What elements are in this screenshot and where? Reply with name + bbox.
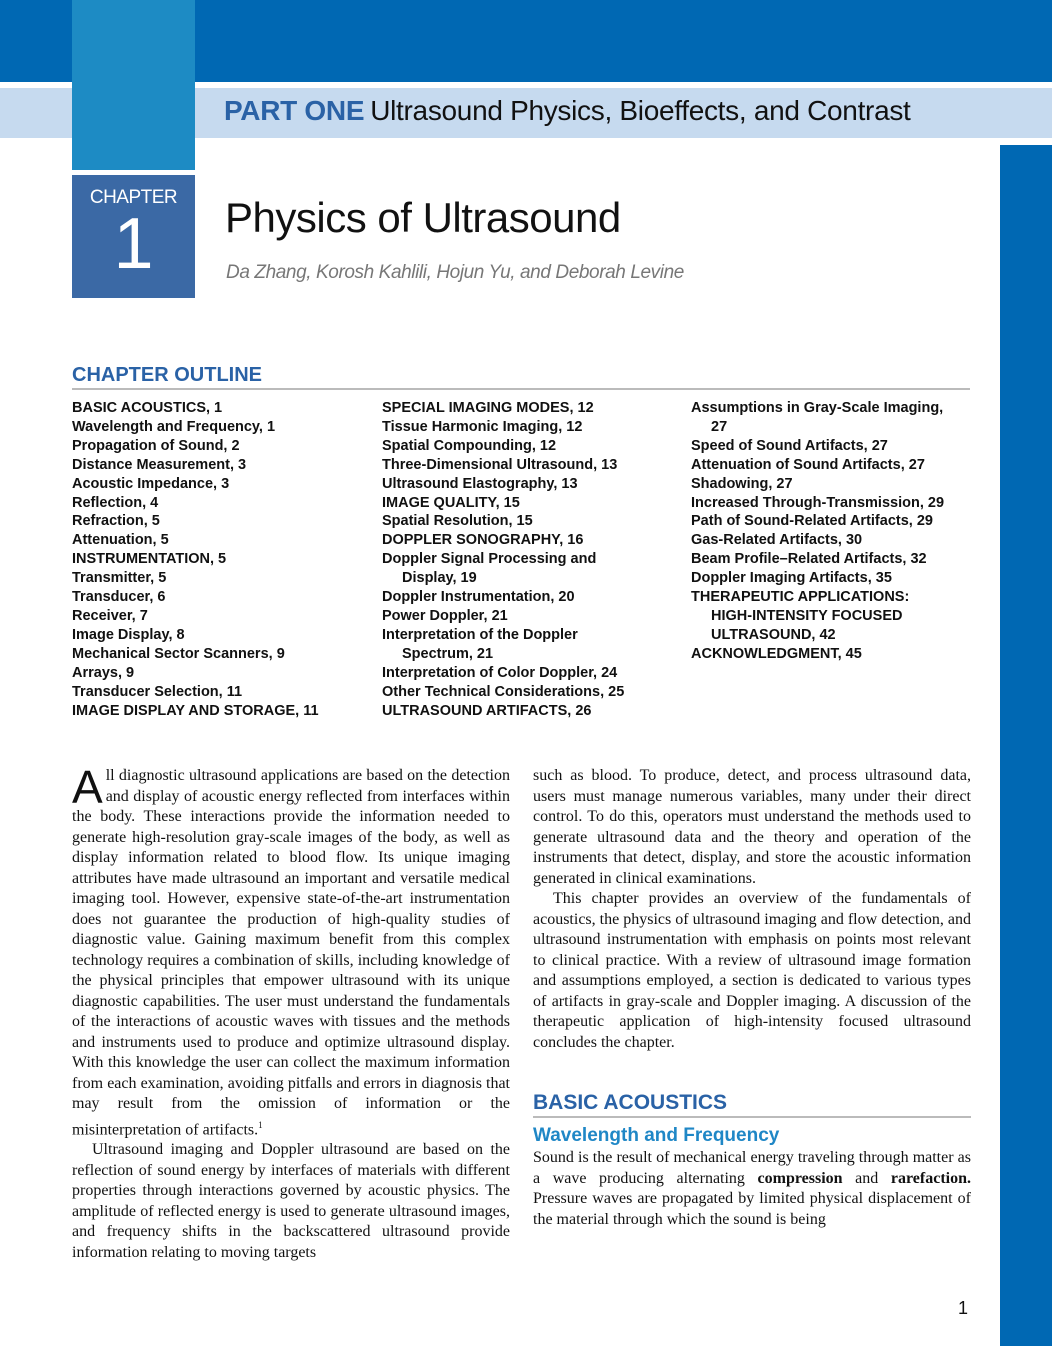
- outline-item[interactable]: 27: [711, 418, 728, 435]
- outline-item[interactable]: Increased Through-Transmission, 29: [691, 494, 945, 511]
- paragraph: This chapter provides an overview of the fundamentals of acoustics, the physics of ultrasound imaging and flow detection, and ultrasound instrumentation with emphasis on points most relevant to clinical practice. With a review of ultrasound image formation and assumptions employed, a section is dedicated to various types of artifacts in gray-scale and Doppler imaging. A discussion of the therapeutic application of high-intensity focused ultrasound concludes the chapter.: [533, 890, 971, 1051]
- outline-item[interactable]: Display, 19: [402, 570, 477, 587]
- body-left-column: [72, 761, 510, 1263]
- outline-item[interactable]: THERAPEUTIC APPLICATIONS:: [691, 589, 910, 606]
- outline-item[interactable]: Attenuation of Sound Artifacts, 27: [691, 456, 925, 473]
- paragraph: such as blood. To produce, detect, and process ultrasound data, users must manage numerous variables, many under their direct control. To do this, operators must understand the methods used to generate ultrasound data and the theory and operation of the instruments that detect, display, and store the acoustic information generated in clinical examinations.: [533, 767, 971, 887]
- outline-item[interactable]: Interpretation of the Doppler: [382, 626, 578, 643]
- page-number: 1: [958, 1298, 969, 1318]
- drop-cap: A: [72, 761, 103, 813]
- part-name: Ultrasound Physics, Bioeffects, and Contrast: [370, 95, 911, 126]
- right-edge-bar: [1000, 145, 1052, 1346]
- outline-item[interactable]: HIGH-INTENSITY FOCUSED: [711, 607, 903, 624]
- outline-column-3: [691, 399, 944, 664]
- outline-item[interactable]: Propagation of Sound, 2: [72, 437, 240, 454]
- reference[interactable]: 1: [258, 1119, 263, 1130]
- outline-item[interactable]: Mechanical Sector Scanners, 9: [72, 645, 285, 662]
- body-right-column: [533, 766, 971, 1230]
- outline-item[interactable]: Other Technical Considerations, 25: [382, 683, 625, 700]
- outline-item[interactable]: SPECIAL IMAGING MODES, 12: [382, 400, 594, 416]
- outline-item[interactable]: Transmitter, 5: [72, 570, 167, 587]
- outline-item[interactable]: Image Display, 8: [72, 626, 185, 643]
- outline-item[interactable]: DOPPLER SONOGRAPHY, 16: [382, 532, 584, 549]
- outline-item[interactable]: Path of Sound-Related Artifacts, 29: [691, 513, 933, 530]
- outline-item[interactable]: ULTRASOUND ARTIFACTS, 26: [382, 702, 592, 719]
- outline-item[interactable]: Doppler Imaging Artifacts, 35: [691, 570, 892, 587]
- outline-item[interactable]: IMAGE DISPLAY AND STORAGE, 11: [72, 702, 319, 719]
- outline-item[interactable]: Doppler Signal Processing and: [382, 551, 597, 568]
- outline-item[interactable]: Acoustic Impedance, 3: [72, 475, 230, 492]
- authors: Da Zhang, Korosh Kahlili, Hojun Yu, and Deborah Levine: [226, 262, 684, 283]
- outline-item[interactable]: Transducer, 6: [72, 589, 166, 606]
- outline-item[interactable]: Attenuation, 5: [72, 532, 169, 549]
- outline-item[interactable]: Shadowing, 27: [691, 475, 793, 492]
- outline-item[interactable]: Spatial Resolution, 15: [382, 513, 533, 530]
- outline-item[interactable]: IMAGE QUALITY, 15: [382, 494, 520, 511]
- outline-item[interactable]: Power Doppler, 21: [382, 607, 508, 624]
- paragraph: Ultrasound imaging and Doppler ultrasound are based on the reflection of sound energy by interfaces of materials with different properties through interactions governed by acoustic physics. The amplitude of reflected energy is used to generate ultrasound images, and frequency shifts in the backscattered ultrasound provide information relating to moving targets: [72, 1141, 510, 1261]
- outline-item[interactable]: Ultrasound Elastography, 13: [382, 475, 578, 492]
- outline-column-2: [382, 399, 624, 720]
- outline-item[interactable]: Interpretation of Color Doppler, 24: [382, 664, 618, 681]
- outline-item[interactable]: Distance Measurement, 3: [72, 456, 247, 473]
- outline-item[interactable]: Spectrum, 21: [402, 645, 494, 662]
- outline-column-1: [72, 399, 319, 720]
- outline-rule: [72, 388, 970, 390]
- chapter-box: [72, 175, 195, 298]
- outline-item[interactable]: INSTRUMENTATION, 5: [72, 551, 227, 568]
- paragraph-text: ll diagnostic ultrasound applications are based on the detection and display of acoustic energy reflected from interfaces within the body. These interactions provide the information needed to generate high-resolution gray-scale images of the body, as well as display information related to blood flow. Its unique imaging attributes have made ultrasound an important and versatile medical imaging tool. However, expensive state-of-the-art instrumentation does not guarantee the production of high-quality studies of diagnostic value. Gaining maximum benefit from this complex technology requires a combination of skills, including knowledge of the physical principles that empower ultrasound with its unique diagnostic capabilities. The user must understand the fundamentals of the interactions of acoustic waves with tissues and the methods and instruments used to produce and optimize ultrasound display. With this knowledge the user can collect the maximum information from each examination, avoiding pitfalls and errors in diagnosis that may result from the omission of information or the misinterpretation of artifacts.: [72, 767, 510, 1138]
- outline-item[interactable]: Refraction, 5: [72, 513, 160, 530]
- chapter-column-accent: [72, 0, 195, 170]
- outline-item[interactable]: Beam Profile–Related Artifacts, 32: [691, 551, 927, 568]
- outline-item[interactable]: Assumptions in Gray-Scale Imaging,: [691, 400, 944, 416]
- outline-item[interactable]: ULTRASOUND, 42: [711, 626, 836, 643]
- part-title: [224, 95, 911, 127]
- outline-item[interactable]: Arrays, 9: [72, 664, 135, 681]
- outline-item[interactable]: ACKNOWLEDGMENT, 45: [691, 645, 862, 662]
- subsection-heading: Wavelength and Frequency: [533, 1124, 780, 1146]
- chapter-number: 1: [113, 204, 154, 284]
- outline-heading: CHAPTER OUTLINE: [72, 364, 262, 386]
- outline-item[interactable]: Gas-Related Artifacts, 30: [691, 532, 863, 549]
- outline-item[interactable]: Reflection, 4: [72, 494, 159, 511]
- chapter-label: CHAPTER: [89, 187, 178, 208]
- outline-item[interactable]: Tissue Harmonic Imaging, 12: [382, 418, 583, 435]
- outline-item[interactable]: Receiver, 7: [72, 607, 148, 624]
- paragraph: Sound is the result of mechanical energy traveling through matter as a wave producing alternating compression and rarefaction. Pressure waves are propagated by limited physical displacement of the material through which the sound is being: [533, 1149, 971, 1228]
- chapter-title: Physics of Ultrasound: [225, 194, 621, 241]
- part-label: PART ONE: [224, 95, 365, 126]
- outline-item[interactable]: Wavelength and Frequency, 1: [72, 418, 276, 435]
- outline-item[interactable]: Doppler Instrumentation, 20: [382, 589, 575, 606]
- outline-item[interactable]: Three-Dimensional Ultrasound, 13: [382, 456, 618, 473]
- outline-item[interactable]: BASIC ACOUSTICS, 1: [72, 400, 223, 416]
- paragraph: [72, 761, 510, 1140]
- section-heading: BASIC ACOUSTICS: [533, 1093, 971, 1118]
- outline-item[interactable]: Transducer Selection, 11: [72, 683, 243, 700]
- outline-item[interactable]: Speed of Sound Artifacts, 27: [691, 437, 888, 454]
- outline-item[interactable]: Spatial Compounding, 12: [382, 437, 557, 454]
